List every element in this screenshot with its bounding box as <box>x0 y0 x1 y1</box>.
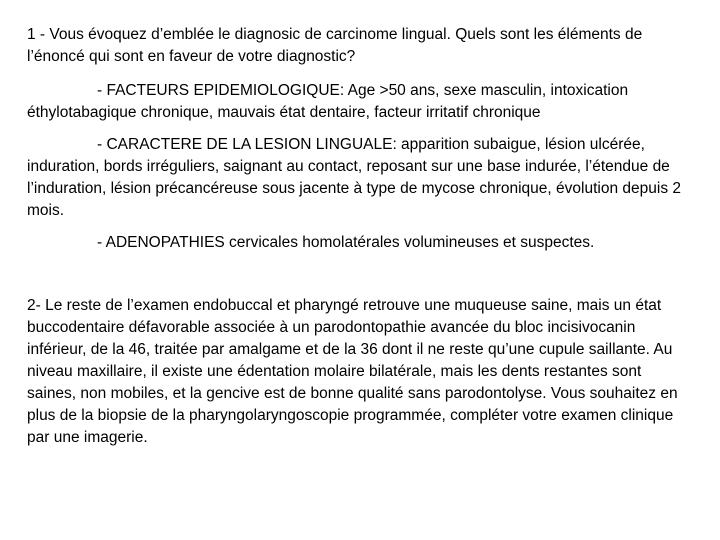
bullet-epidemiological-factors: - FACTEURS EPIDEMIOLOGIQUE: Age >50 ans, sexe masculin, intoxication éthylotabagique chronique, mauvais état dentaire, facteur irritatif chronique <box>27 82 629 121</box>
question-2: 2- Le reste de l’examen endobuccal et pharyngé retrouve une muqueuse saine, mais un état buccodentaire défavorable associée à un parodontopathie avancée du bloc incisivocanin inférieur, de la 46, traitée par amalgame et de la 36 dont il ne reste qu’une cupule saillante. Au niveau maxillaire, il existe une édentation molaire bilatérale, mais les dents restantes sont saines, non mobiles, et la gencive est de bonne qualité sans parodontolyse. Vous souhaitez en plus de la biopsie de la pharyngolaryngoscopie programmée, compléter votre examen clinique par une imagerie. <box>27 297 678 446</box>
bullet-adenopathies: - ADENOPATHIES cervicales homolatérales volumineuses et suspectes. <box>97 234 595 251</box>
slide-content <box>27 24 693 449</box>
question-1: 1 - Vous évoquez d’emblée le diagnosic de carcinome lingual. Quels sont les éléments de l’énoncé qui sont en faveur de votre diagnostic? <box>27 26 643 65</box>
bullet-lesion-characteristics: - CARACTERE DE LA LESION LINGUALE: apparition subaigue, lésion ulcérée, induration, bords irréguliers, saignant au contact, reposant sur une base indurée, l’étendue de l’induration, lésion précancéreuse sous jacente à type de mycose chronique, évolution depuis 2 mois. <box>27 136 681 219</box>
